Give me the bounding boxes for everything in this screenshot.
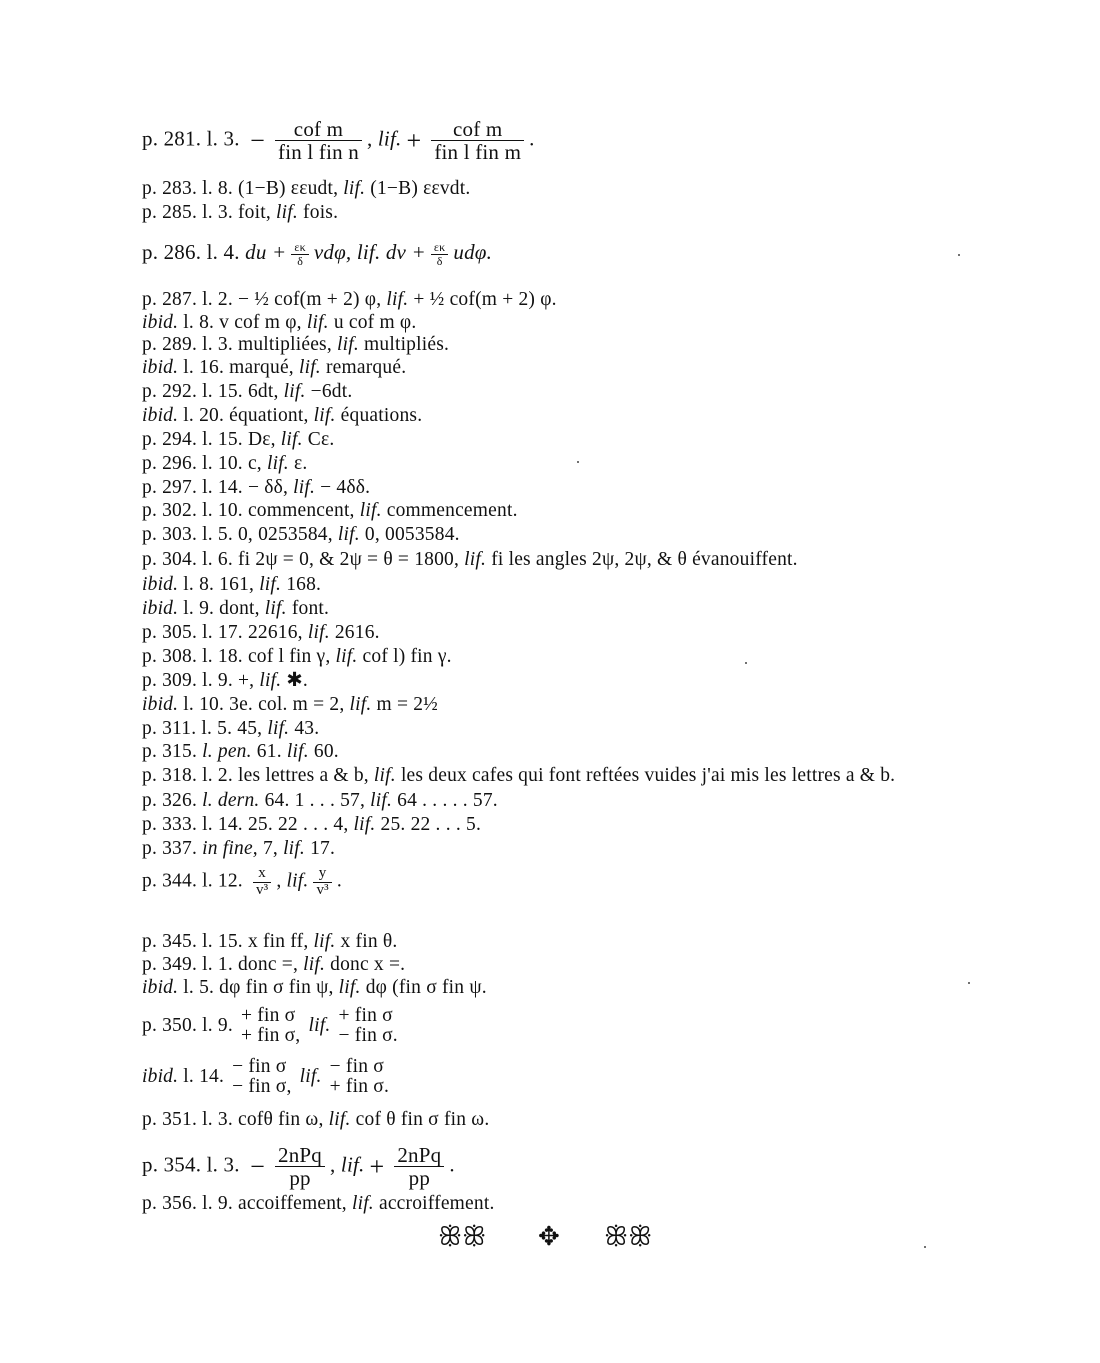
corrected-text: 0, 0053584. <box>364 524 460 545</box>
fraction-numerator: y <box>313 866 331 883</box>
erroneous-text: multipliées, <box>237 334 332 355</box>
fraction-denominator: v³ <box>316 881 329 898</box>
errata-line <box>142 976 487 1000</box>
errata-line <box>142 573 321 597</box>
erroneous-text: accoiffement, <box>237 1193 347 1214</box>
page-ref: ibid. <box>142 357 179 378</box>
errata-line <box>142 717 319 741</box>
fraction-denominator: δ <box>436 253 443 268</box>
page-ref: p. 326. <box>142 790 198 811</box>
erroneous-text: cofθ fin ω, <box>237 1109 324 1130</box>
line-ref: l. 3. <box>202 202 233 223</box>
erroneous-text: − δδ, <box>247 477 289 498</box>
corrected-text: 17. <box>310 838 336 859</box>
corrected-text: u cof m φ. <box>333 312 417 333</box>
line-ref: l. 16. <box>183 357 225 378</box>
errata-line <box>142 645 452 669</box>
lisez-label: lif. <box>356 240 381 264</box>
lisez-label: lif. <box>307 622 330 643</box>
errata-line <box>142 333 449 357</box>
fraction <box>275 1144 325 1189</box>
scan-speck <box>924 1246 926 1248</box>
line-ref: l. 9. <box>202 1193 233 1214</box>
line-ref: l. 1. <box>202 954 233 975</box>
stack-bottom: − fin σ, <box>232 1076 292 1098</box>
line-ref: l. dern. <box>202 790 260 811</box>
errata-line <box>142 953 405 977</box>
line-ref: l. 15. <box>202 931 243 952</box>
line-ref: l. 3. <box>202 334 233 355</box>
line-ref: l. 2. <box>202 289 233 310</box>
line-ref: l. 5. <box>201 718 233 739</box>
erroneous-text: 6dt, <box>247 381 279 402</box>
operator: + <box>369 1151 385 1181</box>
lisez-label: lif. <box>359 500 382 521</box>
corrected-text: 2616. <box>334 622 380 643</box>
erroneous-text: 161, <box>219 574 255 595</box>
comma: , <box>366 126 373 151</box>
line-ref: l. 2. <box>202 765 233 786</box>
lisez-label: lif. <box>328 1109 351 1130</box>
corrected-text: udφ. <box>453 240 493 264</box>
errata-line <box>142 311 416 335</box>
lisez-label: lif. <box>267 718 290 739</box>
fraction-denominator: fin l fin n <box>278 140 359 165</box>
lisez-label: lif. <box>386 289 409 310</box>
lisez-label: lif. <box>373 765 396 786</box>
erroneous-text: commencent, <box>247 500 355 521</box>
errata-line <box>142 118 535 163</box>
line-ref: l. pen. <box>202 741 252 762</box>
fraction-numerator: x <box>253 866 271 883</box>
page-ref: ibid. <box>142 598 179 619</box>
fraction-denominator: pp <box>408 1166 431 1191</box>
lisez-label: lif. <box>343 178 366 199</box>
errata-line <box>142 621 380 645</box>
page-ref: p. 294. <box>142 429 198 450</box>
errata-line <box>142 789 498 813</box>
operator: − <box>250 1151 266 1181</box>
line-ref: l. 15. <box>202 381 243 402</box>
corrected-text: font. <box>291 598 330 619</box>
errata-line <box>142 669 308 693</box>
lisez-label: lif. <box>313 931 336 952</box>
errata-line <box>142 177 470 201</box>
lisez-label: lif. <box>286 870 309 892</box>
line-ref: l. 9. <box>183 598 215 619</box>
page-ref: p. 315. <box>142 741 198 762</box>
errata-line <box>142 428 334 452</box>
lisez-label: lif. <box>299 1065 322 1087</box>
stack-top: − fin σ <box>232 1056 287 1077</box>
page-ref: ibid. <box>142 694 179 715</box>
line-ref: l. 8. <box>183 574 215 595</box>
line-ref: l. 14. <box>183 1065 225 1087</box>
fraction <box>431 241 449 267</box>
errata-line <box>142 1144 455 1189</box>
page-ref: p. 304. <box>142 549 198 570</box>
page-ref: p. 283. <box>142 178 198 199</box>
period: . <box>336 870 342 892</box>
lisez-label: lif. <box>293 477 316 498</box>
fraction-numerator: 2nPq <box>394 1144 444 1167</box>
page-ref: p. 287. <box>142 289 198 310</box>
erroneous-text: 45, <box>237 718 263 739</box>
lisez-label: lif. <box>259 574 282 595</box>
erroneous-text: (1−B) εεudt, <box>237 178 339 199</box>
page-ref: p. 281. <box>142 126 202 151</box>
erroneous-text: c, <box>247 453 262 474</box>
lisez-label: lif. <box>313 405 336 426</box>
line-ref: l. 9. <box>202 670 233 691</box>
comma: , <box>276 870 282 892</box>
line-ref: l. 6. <box>202 549 233 570</box>
fraction <box>253 866 271 899</box>
page-ref: p. 305. <box>142 622 198 643</box>
page-ref: p. 311. <box>142 718 197 739</box>
lisez-label: lif. <box>283 381 306 402</box>
erroneous-text: Dε, <box>247 429 276 450</box>
stack-bottom: + fin σ. <box>329 1076 390 1098</box>
page-ref: ibid. <box>142 312 179 333</box>
scan-speck <box>745 662 747 664</box>
errata-line <box>142 404 422 428</box>
lisez-label: lif. <box>276 202 298 223</box>
page-ref: p. 302. <box>142 500 198 521</box>
errata-line <box>142 240 492 267</box>
erroneous-text: dont, <box>219 598 260 619</box>
lisez-label: lif. <box>308 1014 331 1036</box>
fraction-numerator: εκ <box>291 241 309 255</box>
fraction-numerator: cof m <box>431 118 524 141</box>
corrected-text: fois. <box>303 202 339 223</box>
fraction <box>431 118 524 163</box>
corrected-text: équations. <box>340 405 423 426</box>
erroneous-text: 7, <box>262 838 278 859</box>
erroneous-text: cof l fin γ, <box>247 646 331 667</box>
page-ref: p. 337. <box>142 838 198 859</box>
page-ref: p. 297. <box>142 477 198 498</box>
lisez-label: lif. <box>286 741 309 762</box>
corrected-text: donc x =. <box>330 954 406 975</box>
scan-speck <box>958 254 960 256</box>
fraction <box>313 866 331 899</box>
page-ref: p. 292. <box>142 381 198 402</box>
line-ref: l. 3. <box>206 126 240 151</box>
errata-line <box>142 1192 495 1216</box>
corrected-text: ✱. <box>286 670 308 691</box>
line-ref: l. 17. <box>202 622 243 643</box>
erroneous-text: x fin ff, <box>247 931 309 952</box>
erroneous-text: 22616, <box>247 622 303 643</box>
erroneous-text: m = 2, <box>292 694 345 715</box>
erroneous-text: vdφ, <box>313 240 352 264</box>
page-ref: ibid. <box>142 405 179 426</box>
corrected-text: cof l) fin γ. <box>362 646 452 667</box>
errata-line <box>142 813 481 837</box>
stack-top: + fin σ <box>240 1005 296 1026</box>
line-ref: l. 8. <box>183 312 215 333</box>
erroneous-text: marqué, <box>229 357 294 378</box>
line-ref: l. 14. <box>202 477 243 498</box>
lisez-label: lif. <box>377 126 402 151</box>
errata-line <box>142 1006 401 1047</box>
page-ref: p. 344. <box>142 870 198 892</box>
stack-bottom: + fin σ, <box>240 1025 301 1047</box>
operator: − <box>250 125 266 155</box>
period: . <box>529 126 535 151</box>
erroneous-text: fi 2ψ = 0, & 2ψ = θ = 1800, <box>237 549 460 570</box>
line-ref: l. 10. <box>202 453 243 474</box>
corrected-text: − 4δδ. <box>320 477 371 498</box>
ornament-center: ✥ <box>538 1222 560 1251</box>
page-ref: p. 308. <box>142 646 198 667</box>
line-ref: l. 3. <box>202 1109 233 1130</box>
lisez-label: lif. <box>298 357 321 378</box>
stack-top: − fin σ <box>329 1056 384 1077</box>
corrected-text: m = 2½ <box>376 694 438 715</box>
erroneous-text: 61. <box>256 741 282 762</box>
stacked-expression <box>338 1006 397 1047</box>
page-ref: p. 333. <box>142 814 198 835</box>
corrected-text: ε. <box>293 453 308 474</box>
corrected-text: + ½ cof(m + 2) φ. <box>413 289 557 310</box>
errata-line <box>142 693 438 717</box>
errata-line <box>142 356 406 380</box>
page-ref: p. 356. <box>142 1193 198 1214</box>
corrected-text: 25. 22 . . . 5. <box>380 814 482 835</box>
lisez-label: lif. <box>337 524 360 545</box>
fraction-denominator: δ <box>297 253 304 268</box>
page-ref: p. 286. <box>142 240 202 264</box>
erroneous-text: équationt, <box>229 405 309 426</box>
errata-line <box>142 866 342 899</box>
errata-line <box>142 740 339 764</box>
line-ref: l. 14. <box>202 814 243 835</box>
page-ref: p. 285. <box>142 202 198 223</box>
fraction-numerator: 2nPq <box>275 1144 325 1167</box>
fraction-numerator: εκ <box>431 241 449 255</box>
fraction <box>394 1144 444 1189</box>
erroneous-text: 64. 1 . . . 57, <box>264 790 366 811</box>
stack-top: + fin σ <box>338 1005 393 1026</box>
page-ref: p. 318. <box>142 765 198 786</box>
page-ref: p. 351. <box>142 1109 198 1130</box>
erroneous-text: foit, <box>237 202 271 223</box>
ornament-left: ꕥꕥ <box>438 1222 487 1251</box>
line-ref: l. 8. <box>202 178 233 199</box>
lisez-label: lif. <box>259 670 282 691</box>
line-ref: in fine, <box>202 838 258 859</box>
errata-line <box>142 288 557 312</box>
erroneous-text: donc =, <box>237 954 299 975</box>
stacked-expression <box>241 1006 300 1047</box>
fraction-numerator: cof m <box>275 118 362 141</box>
page-ref: p. 309. <box>142 670 198 691</box>
page-ref: ibid. <box>142 1065 179 1087</box>
stacked-expression <box>232 1057 291 1098</box>
line-ref: l. 5. <box>202 524 233 545</box>
corrected-text: Cε. <box>307 429 335 450</box>
page-ref: p. 354. <box>142 1152 202 1177</box>
page-ref: p. 303. <box>142 524 198 545</box>
page-ref: p. 345. <box>142 931 198 952</box>
lisez-label: lif. <box>264 598 287 619</box>
fraction <box>291 241 309 267</box>
corrected-text: 43. <box>294 718 320 739</box>
erroneous-text: − ½ cof(m + 2) φ, <box>237 289 382 310</box>
lisez-label: lif. <box>306 312 329 333</box>
corrected-text: cof θ fin σ fin ω. <box>355 1109 490 1130</box>
corrected-text: dφ (fin σ fin ψ. <box>365 977 487 998</box>
errata-line <box>142 1057 392 1098</box>
corrected-text: les deux cafes qui font reftées vuides j'ai mis les lettres a & b. <box>400 765 896 786</box>
corrected-text: fi les angles 2ψ, 2ψ, & θ évanouiffent. <box>491 549 798 570</box>
lisez-label: lif. <box>303 954 326 975</box>
erroneous-text: v cof m φ, <box>219 312 302 333</box>
line-ref: l. 12. <box>202 870 243 892</box>
errata-line <box>142 499 518 523</box>
line-ref: l. 18. <box>202 646 243 667</box>
corrected-text: 60. <box>313 741 339 762</box>
page-ref: p. 296. <box>142 453 198 474</box>
scan-speck <box>968 982 970 984</box>
period: . <box>449 1152 455 1177</box>
ornament-right: ꕥꕥ <box>604 1222 653 1251</box>
corrected-text: −6dt. <box>310 381 353 402</box>
errata-line <box>142 764 895 788</box>
errata-line <box>142 837 335 861</box>
erroneous-text: +, <box>237 670 255 691</box>
corrected-text: multipliés. <box>364 334 450 355</box>
fraction <box>275 118 362 163</box>
page-ref: p. 349. <box>142 954 198 975</box>
errata-line <box>142 201 338 225</box>
lisez-label: lif. <box>340 1152 365 1177</box>
erroneous-text: 0, 0253584, <box>237 524 333 545</box>
line-ref: l. 10. 3e. col. <box>183 694 288 715</box>
errata-line <box>142 476 370 500</box>
page-ref: ibid. <box>142 574 179 595</box>
fraction-denominator: fin l fin m <box>434 140 522 165</box>
line-ref: l. 10. <box>202 500 243 521</box>
page-ref: ibid. <box>142 977 179 998</box>
errata-line <box>142 452 307 476</box>
corrected-text: (1−B) εεvdt. <box>370 178 471 199</box>
corrected-text: x fin θ. <box>340 931 398 952</box>
lisez-label: lif. <box>266 453 289 474</box>
errata-line <box>142 523 460 547</box>
lisez-label: lif. <box>349 694 372 715</box>
erroneous-text: les lettres a & b, <box>237 765 369 786</box>
errata-line <box>142 1108 489 1132</box>
line-ref: l. 4. <box>206 240 240 264</box>
errata-line <box>142 930 398 954</box>
corrected-text: accroiffement. <box>378 1193 495 1214</box>
page-ref: p. 350. <box>142 1014 198 1036</box>
page-ref: p. 289. <box>142 334 198 355</box>
lisez-label: lif. <box>370 790 393 811</box>
fraction-denominator: v³ <box>255 881 269 898</box>
errata-line <box>142 597 329 621</box>
corrected-text: 64 . . . . . 57. <box>397 790 498 811</box>
erroneous-text: du + <box>245 240 287 264</box>
lisez-label: lif. <box>338 977 361 998</box>
line-ref: l. 20. <box>183 405 225 426</box>
lisez-label: lif. <box>351 1193 374 1214</box>
fraction-denominator: pp <box>289 1166 311 1191</box>
stacked-expression <box>330 1057 389 1098</box>
corrected-text: commencement. <box>386 500 518 521</box>
line-ref: l. 3. <box>206 1152 240 1177</box>
line-ref: l. 15. <box>202 429 243 450</box>
lisez-label: lif. <box>337 334 359 355</box>
stack-bottom: − fin σ. <box>338 1025 398 1047</box>
errata-line <box>142 548 798 572</box>
erroneous-text: dφ fin σ fin ψ, <box>219 977 334 998</box>
lisez-label: lif. <box>280 429 303 450</box>
lisez-label: lif. <box>283 838 305 859</box>
corrected-text: remarqué. <box>325 357 407 378</box>
corrected-text: 168. <box>286 574 322 595</box>
lisez-label: lif. <box>464 549 487 570</box>
line-ref: l. 9. <box>202 1014 233 1036</box>
lisez-label: lif. <box>335 646 358 667</box>
corrected-text: dv + <box>385 240 426 264</box>
comma: , <box>330 1152 336 1177</box>
lisez-label: lif. <box>353 814 376 835</box>
errata-line <box>142 380 352 404</box>
erroneous-text: 25. 22 . . . 4, <box>247 814 349 835</box>
scan-speck <box>577 461 579 463</box>
line-ref: l. 5. <box>183 977 215 998</box>
operator: + <box>406 125 422 155</box>
